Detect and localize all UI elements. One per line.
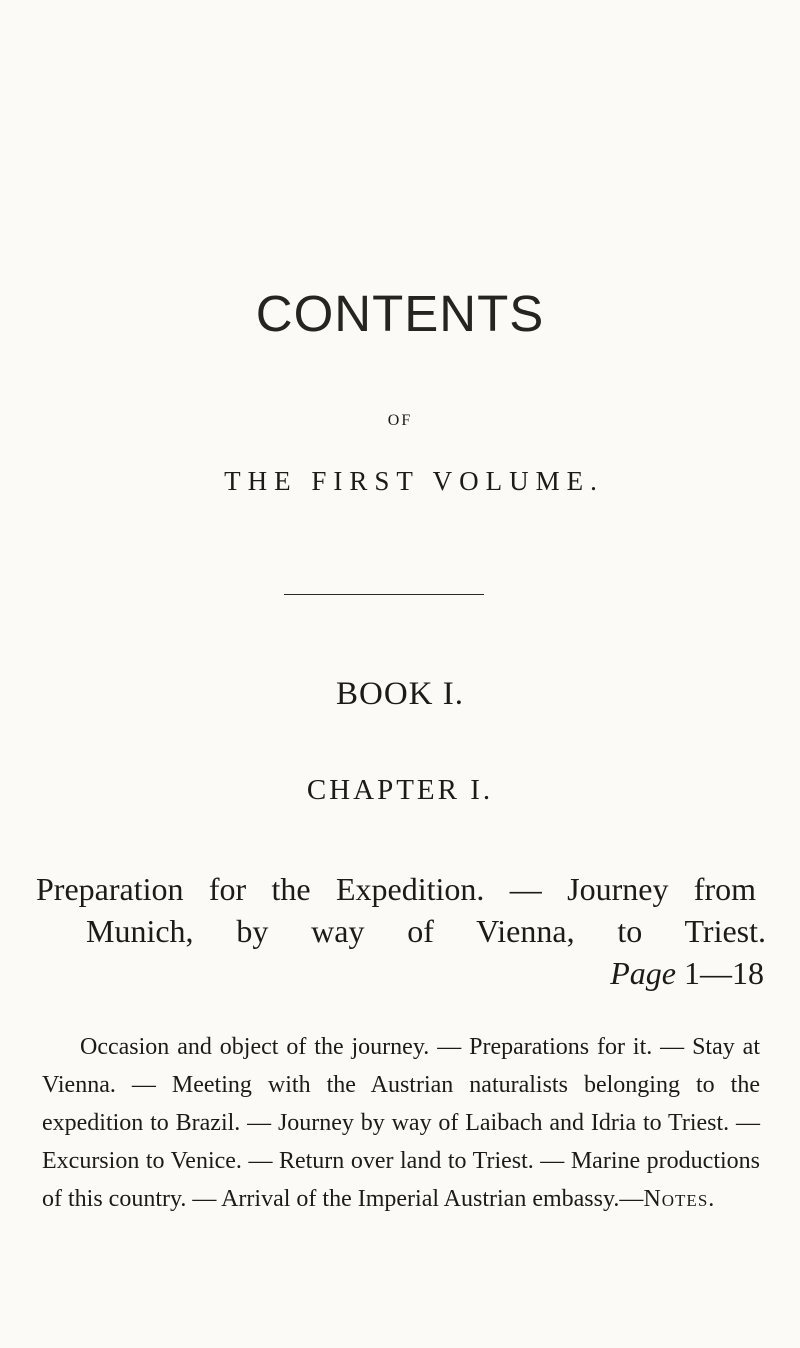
page-range: 1—18 xyxy=(684,955,764,991)
notes-label: Notes. xyxy=(643,1186,716,1212)
chapter-heading: CHAPTER I. xyxy=(306,774,494,806)
chapter-summary-text: Occasion and object of the journey. — Preparations for it. — Stay at Vienna. — Meeting with the Austrian naturalists belonging to the expedition to Brazil. — Journey by way of Laibach and Idria to Triest. — Excursion to Venice. — Return over land to Triest. — Marine productions of this country. — Arrival of the Imperial Austrian embassy.— xyxy=(42,1034,760,1212)
chapter-synopsis-line-2: Munich, by way of Vienna, to Triest. xyxy=(86,913,766,949)
chapter-synopsis-line-1: Preparation for the Expedition. — Journey from xyxy=(36,871,756,907)
section-divider xyxy=(284,594,484,595)
page-reference xyxy=(610,952,764,994)
page-word: Page xyxy=(610,955,676,991)
book-heading: BOOK I. xyxy=(336,676,464,712)
volume-subheading: THE FIRST VOLUME. xyxy=(224,466,604,496)
chapter-summary xyxy=(42,1028,760,1218)
of-subheading: OF xyxy=(387,412,413,429)
contents-title: CONTENTS xyxy=(255,285,545,342)
